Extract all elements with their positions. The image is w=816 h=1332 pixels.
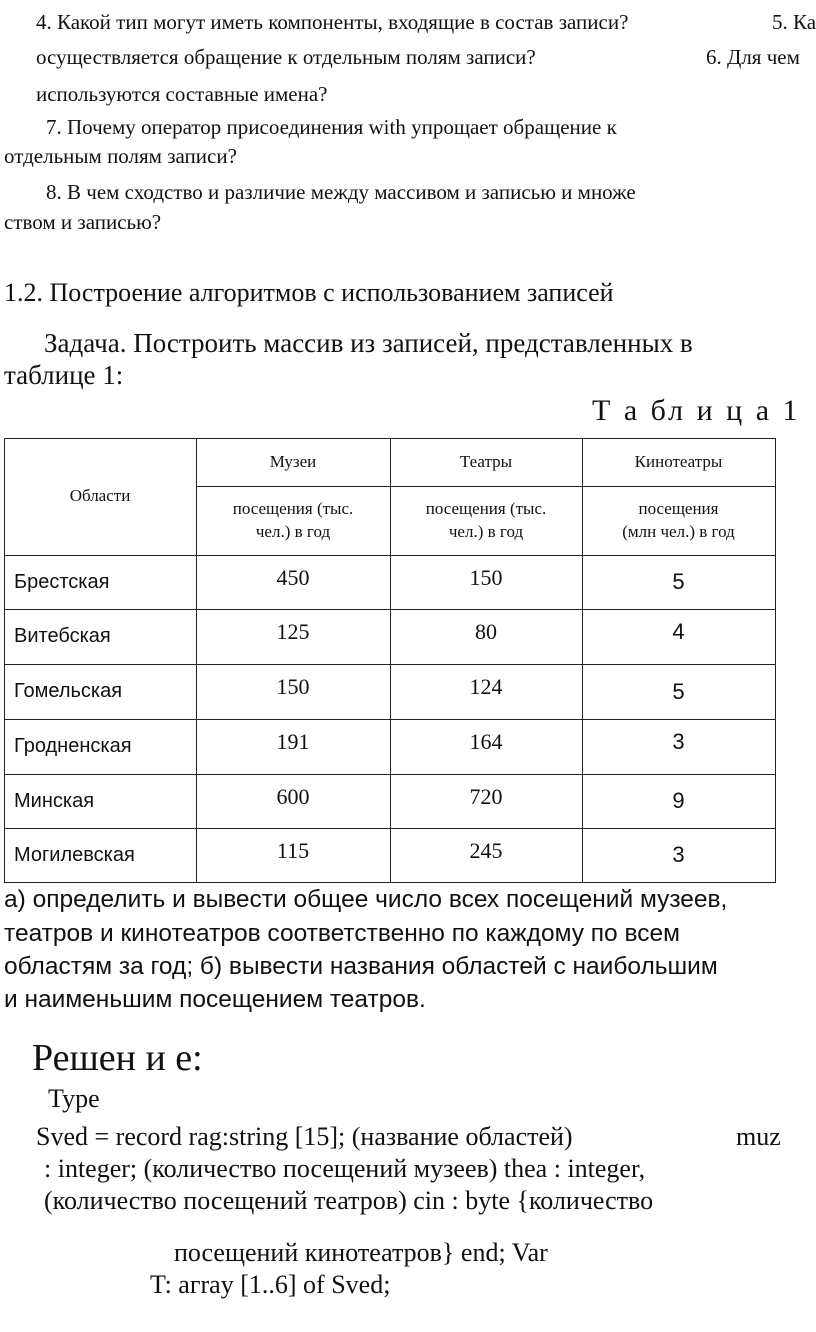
row-theatres: 150 [469, 565, 503, 590]
task-line1: а) определить и вывести общее число всех посещений музеев, [4, 886, 728, 913]
row-museums: 600 [276, 784, 310, 809]
code-line-record: Sved = record rag:string [15]; (название областей) [36, 1122, 573, 1151]
unit-museums [196, 486, 390, 555]
question-7: 7. Почему оператор присоединения with упрощает обращение к [46, 115, 617, 139]
question-5-end: осуществляется обращение к отдельным полям записи? [36, 45, 536, 69]
question-8-cont: ством и записью? [4, 210, 162, 234]
row-theatres: 720 [469, 784, 503, 809]
unit-cinemas-line1: посещения [638, 498, 719, 518]
table-caption: Т а бл и ц а 1 [592, 394, 801, 427]
row-cinemas: 5 [672, 678, 685, 704]
row-museums: 450 [276, 565, 310, 590]
row-region: Витебская [14, 625, 111, 647]
unit-theatres-line2: чел.) в год [448, 521, 524, 541]
row-theatres: 80 [475, 619, 497, 644]
row-theatres: 245 [469, 838, 503, 863]
code-line-type: Type [48, 1084, 100, 1113]
unit-museums-line1: посещения (тыс. [232, 498, 354, 518]
unit-cinemas [582, 486, 775, 555]
header-theatres: Театры [459, 451, 513, 471]
data-table [4, 438, 776, 883]
row-museums: 125 [276, 619, 310, 644]
row-museums: 115 [276, 838, 310, 863]
unit-theatres [390, 486, 582, 555]
solution-title: Решен и е: [32, 1037, 203, 1079]
question-7-cont: отдельным полям записи? [4, 144, 237, 168]
row-cinemas: 3 [672, 729, 685, 754]
question-8: 8. В чем сходство и различие между массивом и записью и множе [46, 180, 636, 204]
task-line4: и наименьшим посещением театров. [4, 986, 426, 1013]
header-regions: Области [69, 486, 131, 506]
task-line3: областям за год; б) вывести названия областей с наибольшим [4, 953, 718, 980]
row-theatres: 124 [469, 674, 503, 699]
code-line-integer: : integer; (количество посещений музеев) thea : integer, [44, 1154, 646, 1183]
code-line-muz: muz [736, 1122, 781, 1151]
row-cinemas: 9 [672, 788, 685, 813]
row-museums: 191 [276, 729, 310, 754]
code-line-end: посещений кинотеатров} end; Var [174, 1238, 548, 1267]
header-cinemas: Кинотеатры [634, 451, 723, 471]
row-region: Могилевская [14, 843, 135, 866]
code-line-var: T: aгray [1..6] of Sved; [150, 1270, 391, 1299]
unit-museums-line2: чел.) в год [255, 521, 331, 541]
row-region: Минская [14, 789, 95, 812]
row-theatres: 164 [469, 729, 503, 754]
task-intro-line1: Задача. Построить массив из записей, представленных в [44, 328, 693, 358]
question-5-start: 5. Ка [772, 10, 816, 34]
task-line2: театров и кинотеатров соответственно по каждому по всем [4, 920, 680, 947]
row-region: Гомельская [14, 680, 123, 702]
row-museums: 150 [276, 674, 310, 699]
row-cinemas: 5 [672, 569, 685, 594]
task-intro-line2: таблице 1: [4, 360, 124, 390]
row-region: Брестская [14, 570, 110, 593]
question-6-end: используются составные имена? [36, 82, 328, 106]
question-4: 4. Какой тип могут иметь компоненты, входящие в состав записи? [36, 10, 629, 34]
unit-theatres-line1: посещения (тыс. [425, 498, 547, 518]
question-6-start: 6. Для чем [706, 45, 800, 69]
header-museums: Музеи [269, 451, 317, 471]
row-cinemas: 3 [672, 842, 685, 867]
row-cinemas: 4 [672, 619, 685, 644]
section-heading: 1.2. Построение алгоритмов с использованием записей [4, 278, 614, 307]
code-line-theatres: (количество посещений театров) cin : byte {количество [44, 1186, 654, 1215]
unit-cinemas-line2: (млн чел.) в год [622, 521, 735, 541]
row-region: Гродненская [14, 735, 132, 757]
